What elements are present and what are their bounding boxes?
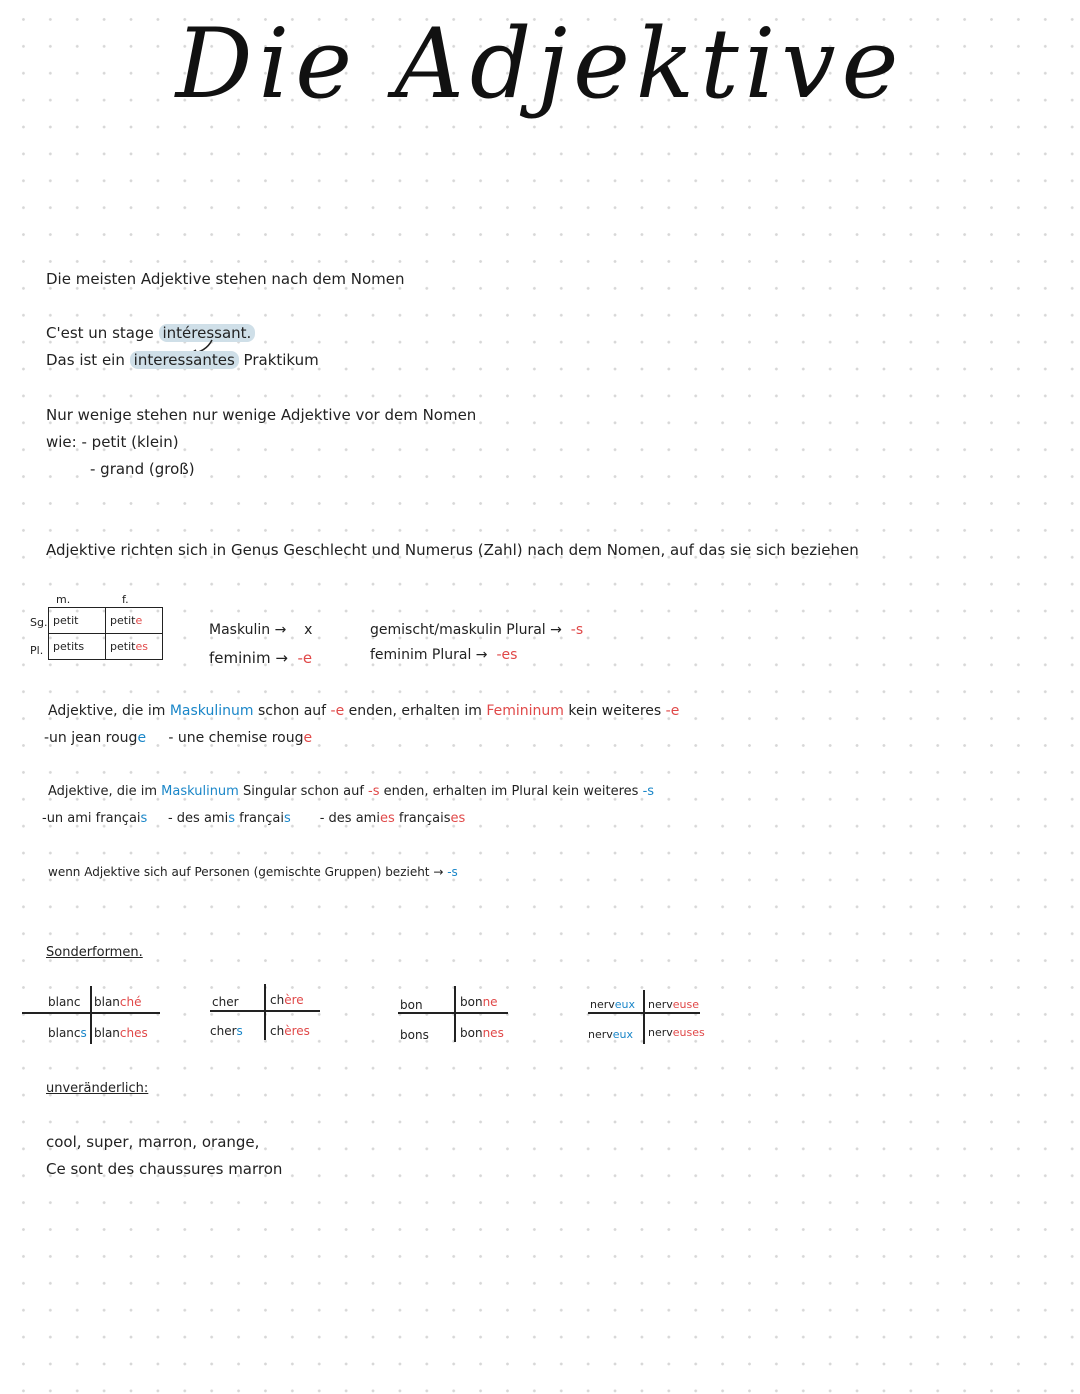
declension-table (48, 607, 163, 660)
cell-sg-f: petite (106, 608, 163, 634)
example-rouge: -un jean rouge - une chemise rouge (44, 730, 313, 746)
ending-feminine: feminim → -e (209, 649, 313, 667)
invariable-list: cool, super, marron, orange, (46, 1133, 260, 1151)
cross-nerveux: nerveux nerveuse nerveux nerveuses (588, 990, 704, 1046)
french-example (46, 324, 255, 342)
french-example-prefix: C'est un stage (46, 324, 154, 342)
ending-feminine-plural: feminim Plural → -es (370, 647, 518, 663)
rule-ending-s: Adjektive, die im Maskulinum Singular schon auf -s enden, erhalten im Plural kein weiteres -s (48, 784, 655, 799)
cell-sg-m: petit (49, 608, 106, 634)
table-head-masc: m. (56, 593, 71, 606)
rule-mixed-groups: wenn Adjektive sich auf Personen (gemischte Gruppen) bezieht → -s (48, 865, 458, 879)
example-francais: -un ami français - des amis français - des amies françaises (42, 811, 466, 826)
table-row-singular: Sg. (30, 616, 48, 629)
ending-masculine: Maskulin → x (209, 622, 313, 638)
agreement-rule: Adjektive richten sich in Genus Geschlecht und Numerus (Zahl) nach dem Nomen, auf das sie sich beziehen (46, 541, 859, 559)
special-forms-heading: Sonderformen. (46, 945, 143, 960)
german-example (46, 351, 319, 369)
ending-mixed-plural: gemischt/maskulin Plural → -s (370, 622, 584, 638)
rule-after-noun: Die meisten Adjektive stehen nach dem Nomen (46, 270, 405, 288)
rule-before-noun: Nur wenige stehen nur wenige Adjektive vor dem Nomen (46, 406, 477, 424)
cross-cher: cher chère chers chères (210, 984, 322, 1044)
cell-pl-m: petits (49, 634, 106, 660)
table-row-plural: Pl. (30, 644, 44, 657)
cross-blanc: blanc blanché blancs blanches (22, 986, 162, 1046)
rule-ending-e: Adjektive, die im Maskulinum schon auf -e enden, erhalten im Femininum kein weiteres -e (48, 703, 680, 719)
invariable-example: Ce sont des chaussures marron (46, 1160, 283, 1178)
invariable-heading: unveränderlich: (46, 1081, 149, 1096)
french-adjective-highlight: intéressant. (159, 324, 256, 342)
german-adjective-highlight: interessantes (130, 351, 239, 369)
page-title: Die Adjektive (175, 8, 905, 120)
german-example-prefix: Das ist ein (46, 351, 125, 369)
example-petit: wie: - petit (klein) (46, 433, 179, 451)
example-grand: - grand (groß) (90, 460, 195, 478)
cross-bon: bon bonne bons bonnes (398, 986, 510, 1046)
german-example-suffix: Praktikum (243, 351, 319, 369)
table-head-fem: f. (122, 593, 129, 606)
cell-pl-f: petites (106, 634, 163, 660)
